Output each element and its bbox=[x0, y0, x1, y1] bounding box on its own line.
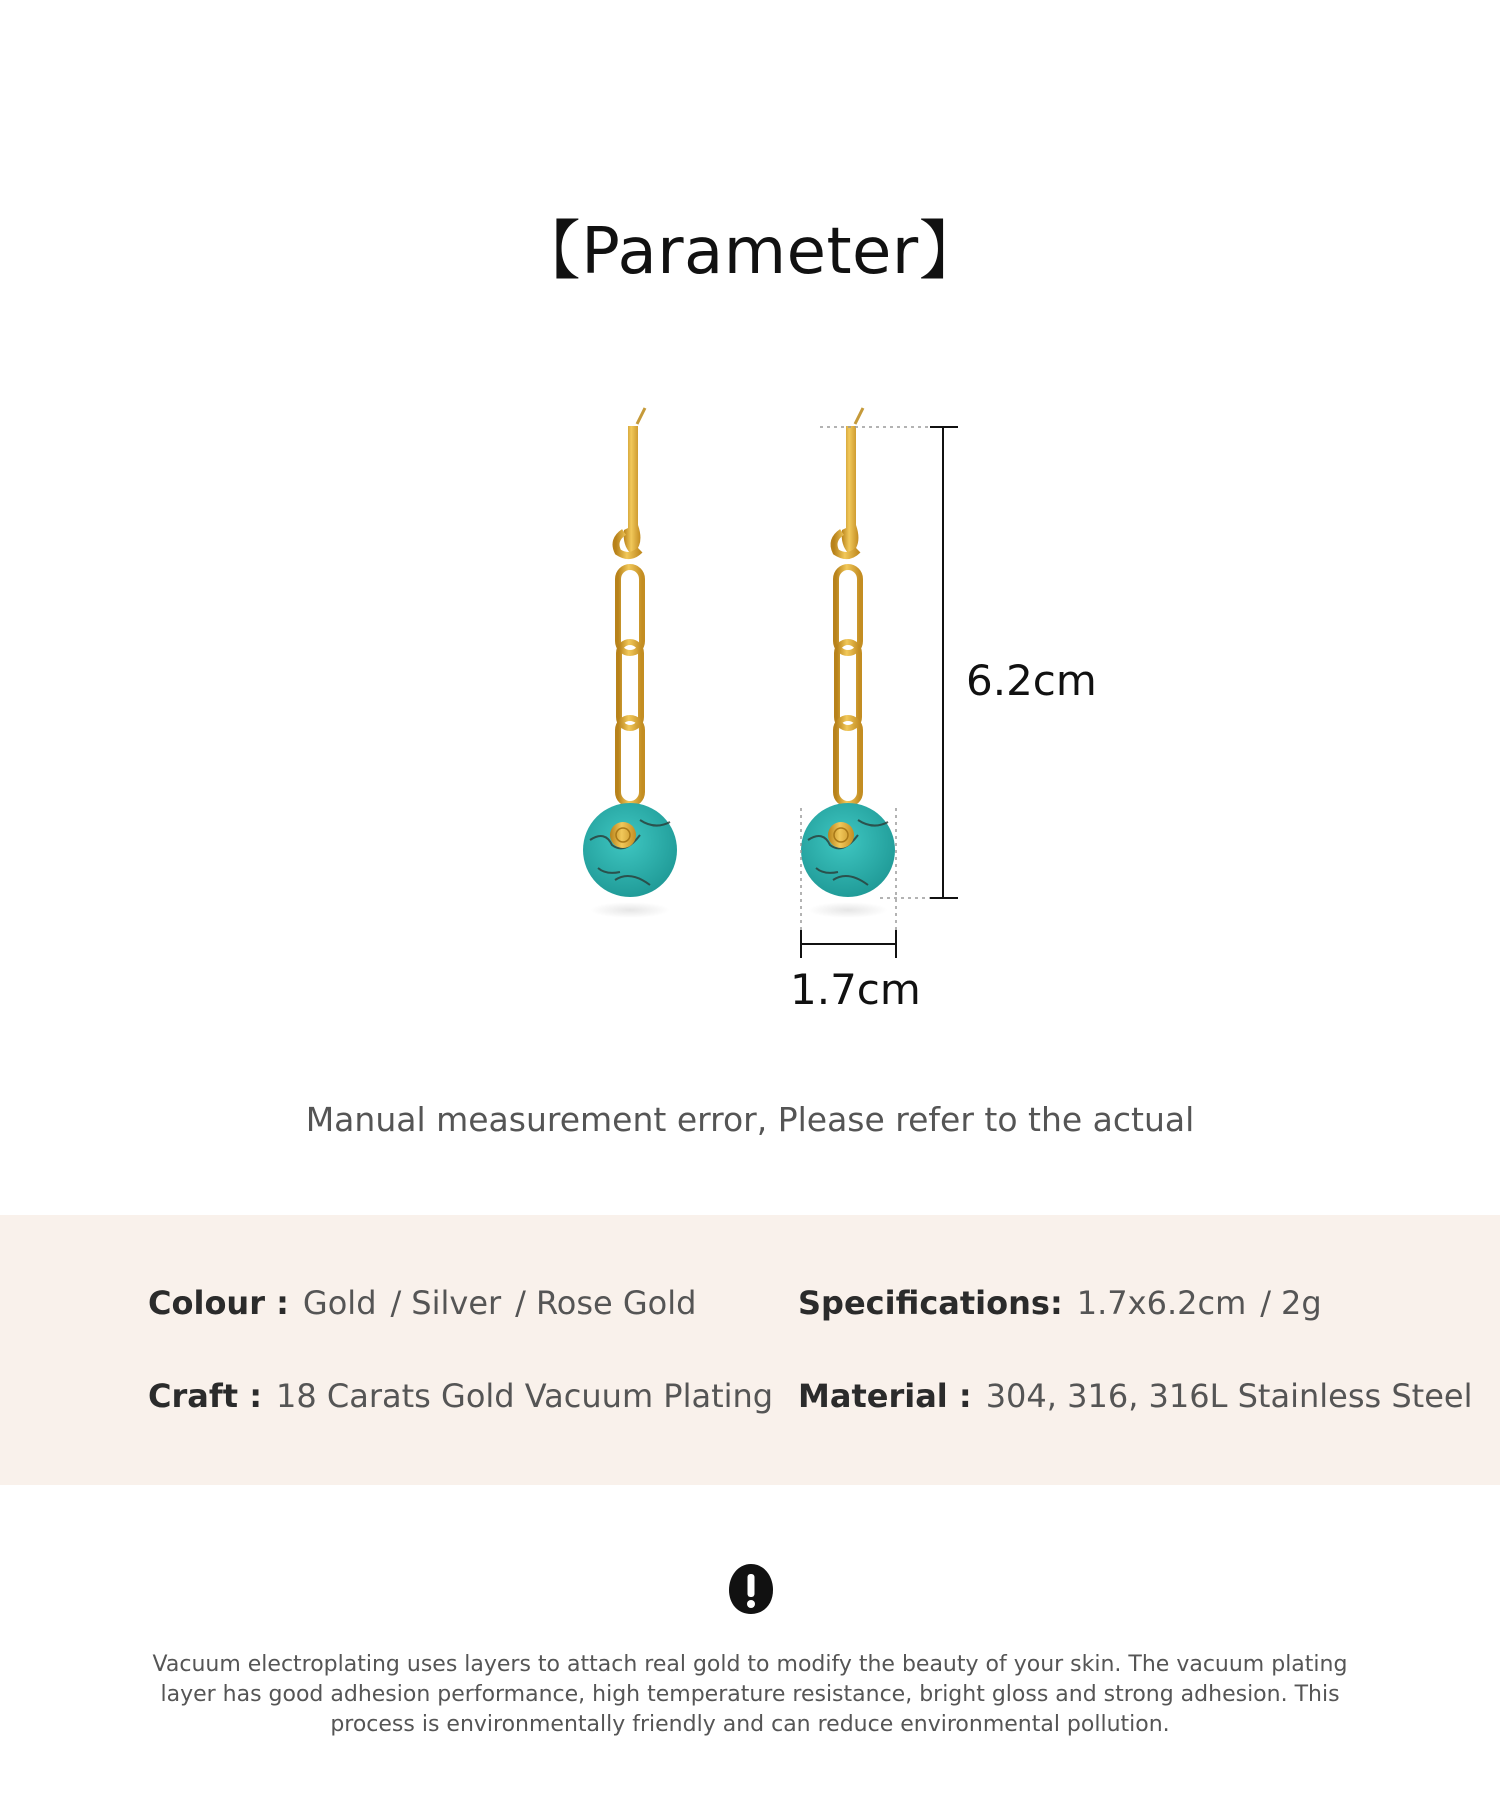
spec-craft-value: 18 Carats Gold Vacuum Plating bbox=[276, 1377, 774, 1415]
colour-option-gold: Gold bbox=[302, 1284, 377, 1322]
measurement-note: Manual measurement error, Please refer to the actual bbox=[305, 1100, 1195, 1139]
spec-craft bbox=[148, 1377, 773, 1415]
plating-description: Vacuum electroplating uses layers to attach real gold to modify the beauty of your skin. The vacuum plating layer has good adhesion performance, high temperature resistance, bright gloss and strong adhesion. This process is environmentally friendly and can reduce environmental pollution. bbox=[152, 1652, 1348, 1737]
spec-colour: Colour : Gold / Silver / Rose Gold bbox=[148, 1284, 697, 1322]
page-title: 【Parameter】 bbox=[516, 215, 984, 289]
spec-material-label: Material : bbox=[798, 1377, 972, 1415]
spec-weight-value: 2g bbox=[1281, 1284, 1322, 1322]
colour-option-silver: Silver bbox=[411, 1284, 502, 1322]
spec-specifications: Specifications: 1.7x6.2cm / 2g bbox=[798, 1284, 1322, 1322]
height-dimension-label: 6.2cm bbox=[966, 656, 1097, 705]
specs-panel bbox=[0, 1215, 1500, 1485]
spec-material bbox=[798, 1377, 1472, 1415]
spec-colour-label: Colour : bbox=[148, 1284, 289, 1322]
spec-specifications-label: Specifications: bbox=[798, 1284, 1063, 1322]
width-dimension-label: 1.7cm bbox=[790, 965, 921, 1014]
right-earring bbox=[801, 408, 895, 918]
spec-material-value: 304, 316, 316L Stainless Steel bbox=[985, 1377, 1473, 1415]
colour-option-rose-gold: Rose Gold bbox=[535, 1284, 697, 1322]
spec-craft-label: Craft : bbox=[148, 1377, 263, 1415]
left-earring bbox=[583, 408, 677, 918]
spec-size-value: 1.7x6.2cm bbox=[1076, 1284, 1247, 1322]
exclamation-icon bbox=[726, 1562, 776, 1616]
